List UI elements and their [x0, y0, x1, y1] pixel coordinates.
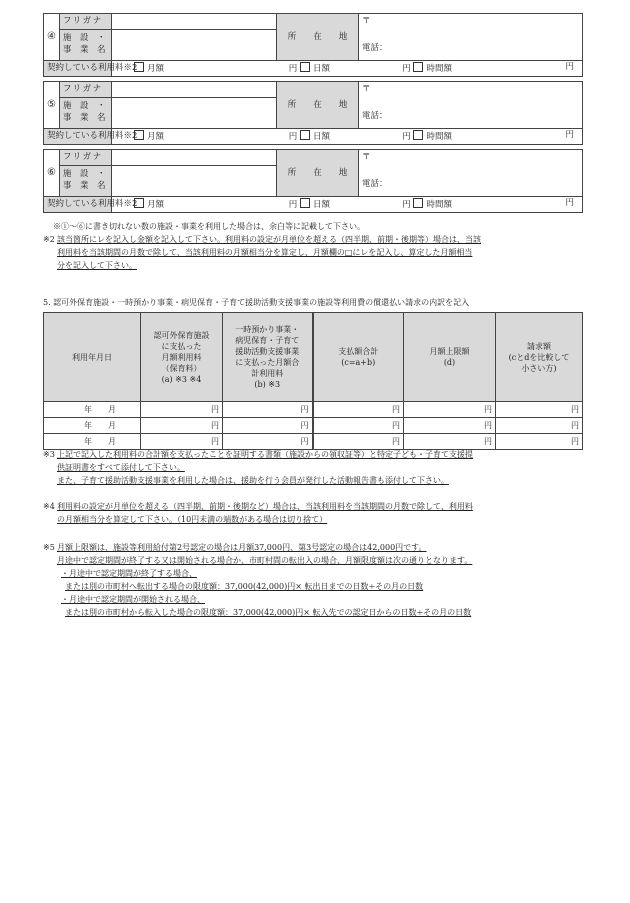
phone-label: 電話：	[362, 110, 388, 121]
monthly-amount[interactable]: 円 日額	[288, 200, 330, 211]
header-b-line: 援助活動支援事業	[235, 347, 300, 356]
postal-mark: 〒	[362, 152, 371, 162]
amount-cell[interactable]: 円	[141, 434, 223, 450]
facility-table-4	[43, 13, 583, 77]
note-5: ※5 月額上限額は、施設等利用給付第2号認定の場合は月額37,000円、第3号認定の場合は42,000円です。 月途中で認定期間が終了する又は開始される場合か、市町村間の転出入の場合、月額限度額は次の通りとなります。 ・月途中で認定期間が終了する場合、 または別の市町村へ転出する場合の限度額：37,000(42,000)円× 転出日までの日数÷その月の日数 ・月途中で認定期間が開始される場合、 または別の市町村から転入した場合の限度額：37,000(42,000)円× 転入先での認定日からの日数÷その月の日数	[43, 543, 473, 617]
amount-cell[interactable]: 円	[496, 434, 583, 450]
hourly-checkbox[interactable]	[413, 130, 423, 140]
amount-cell[interactable]: 円	[404, 434, 496, 450]
note-3: ※3 上記で記入した利用料の合計額を支払ったことを証明する書類（施設からの領収証等）と特定子ども・子育て支援提 供証明書をすべて添付して下さい。 また、子育て援助活動支援事業を利用した場合は、援助を行う会員が発行した活動報告書も添付して下さい。	[43, 450, 473, 485]
address-label: 所 在 地	[277, 82, 359, 129]
postal-mark: 〒	[362, 16, 371, 26]
amount-cell[interactable]: 円	[223, 402, 313, 418]
header-d-line: 月額上限額	[429, 347, 470, 356]
furigana-field[interactable]	[112, 82, 277, 98]
fee-options	[112, 197, 583, 213]
facility-name-field[interactable]	[112, 30, 277, 61]
monthly-checkbox[interactable]	[134, 198, 144, 208]
hourly-checkbox[interactable]	[413, 62, 423, 72]
facility-name-field[interactable]	[112, 98, 277, 129]
reimbursement-table	[43, 312, 583, 450]
daily-amount[interactable]: 円 時間額	[402, 64, 452, 75]
monthly-amount[interactable]: 円 日額	[288, 132, 330, 143]
daily-checkbox[interactable]	[300, 130, 310, 140]
contract-fee-label: 契約している利用料※2	[44, 129, 112, 145]
address-label: 所 在 地	[277, 14, 359, 61]
monthly-checkbox[interactable]	[134, 62, 144, 72]
usage-month-cell[interactable]: 年 月	[44, 402, 141, 418]
note-1: ※①～⑥に書き切れない数の施設・事業を利用した場合は、余白等に記載して下さい。	[53, 222, 365, 231]
address-label: 所 在 地	[277, 150, 359, 197]
header-usage-month: 利用年月日	[44, 313, 141, 402]
facility-name-label: 施 設 ・ 事 業 名	[60, 166, 112, 197]
header-d	[404, 313, 496, 402]
note-4: ※4 利用料の設定が月単位を超える（四半期、前期・後期など）場合は、当該利用料を当該期間の月数で除して、利用料 の月額相当分を算定して下さい。（10円未満の端数がある場合は切り捨て）	[43, 502, 473, 524]
header-e-line: 小さい方)	[521, 363, 557, 373]
header-a-line: に支払った	[161, 341, 202, 351]
daily-checkbox[interactable]	[300, 198, 310, 208]
hourly-checkbox[interactable]	[413, 198, 423, 208]
header-c-line: 支払額合計	[338, 347, 379, 356]
header-a-line: （保育料）	[161, 363, 202, 373]
monthly-amount[interactable]: 円 日額	[288, 64, 330, 75]
facility-name-field[interactable]	[112, 166, 277, 197]
table-row	[44, 418, 583, 434]
note-2: ※2 該当箇所にレを記入し金額を記入して下さい。利用料の設定が月単位を超える（四半期、前期・後期等）場合は、当該 利用料を当該期間の月数で除して、当該利用料の月額相当分を算定し、月額欄の□にレを記入し、算定した月額相当 分を記入して下さい。	[43, 235, 481, 270]
address-field[interactable]	[359, 150, 583, 197]
daily-checkbox[interactable]	[300, 62, 310, 72]
table-row	[44, 402, 583, 418]
usage-month-cell[interactable]: 年 月	[44, 434, 141, 450]
amount-cell[interactable]: 円	[313, 434, 404, 450]
amount-cell[interactable]: 円	[141, 418, 223, 434]
header-b-line: (b) ※3	[254, 380, 281, 389]
header-c-line: (c=a+b)	[341, 358, 376, 367]
phone-label: 電話：	[362, 178, 388, 189]
header-a-line: 月額利用料	[161, 352, 202, 362]
daily-amount[interactable]: 円 時間額	[402, 200, 452, 211]
facility-table-6	[43, 149, 583, 213]
header-b-line: 病児保育・子育て	[235, 336, 300, 345]
amount-cell[interactable]: 円	[223, 418, 313, 434]
monthly-checkbox[interactable]	[134, 130, 144, 140]
furigana-field[interactable]	[112, 14, 277, 30]
facility-table-5	[43, 81, 583, 145]
header-b	[223, 313, 313, 402]
amount-cell[interactable]: 円	[404, 402, 496, 418]
hourly-amount[interactable]: 円	[565, 62, 574, 73]
contract-fee-label: 契約している利用料※2	[44, 197, 112, 213]
amount-cell[interactable]: 円	[404, 418, 496, 434]
facility-name-label: 施 設 ・ 事 業 名	[60, 30, 112, 61]
furigana-label: フリガナ	[60, 150, 112, 166]
hourly-amount[interactable]: 円	[565, 130, 574, 141]
header-c	[313, 313, 404, 402]
furigana-label: フリガナ	[60, 14, 112, 30]
header-b-line: 一時預かり事業・	[235, 325, 300, 334]
monthly-option[interactable]: 月額	[112, 130, 234, 143]
furigana-field[interactable]	[112, 150, 277, 166]
fee-options	[112, 129, 583, 145]
fee-options	[112, 61, 583, 77]
header-b-line: に支払った月額合	[235, 358, 300, 367]
daily-amount[interactable]: 円 時間額	[402, 132, 452, 143]
header-a-line: (a) ※3 ※4	[161, 374, 202, 384]
amount-cell[interactable]: 円	[313, 402, 404, 418]
monthly-option[interactable]: 月額	[112, 62, 234, 75]
amount-cell[interactable]: 円	[496, 418, 583, 434]
address-field[interactable]	[359, 82, 583, 129]
monthly-option[interactable]: 月額	[112, 198, 234, 211]
amount-cell[interactable]: 円	[223, 434, 313, 450]
amount-cell[interactable]: 円	[496, 402, 583, 418]
section5-title: 5. 認可外保育施設・一時預かり事業・病児保育・子育て援助活動支援事業の施設等利用費の償還払い請求の内訳を記入	[43, 298, 470, 307]
header-e-line: 請求額	[527, 341, 551, 351]
contract-fee-label: 契約している利用料※2	[44, 61, 112, 77]
header-a-line: 認可外保育施設	[153, 330, 210, 340]
header-e-line: (cとdを比較して	[508, 352, 570, 362]
facility-name-label: 施 設 ・ 事 業 名	[60, 98, 112, 129]
facility-number: ④	[44, 14, 60, 61]
amount-cell[interactable]: 円	[141, 402, 223, 418]
usage-month-cell[interactable]: 年 月	[44, 418, 141, 434]
facility-number: ⑤	[44, 82, 60, 129]
phone-label: 電話：	[362, 42, 388, 53]
amount-cell[interactable]: 円	[313, 418, 404, 434]
facility-number: ⑥	[44, 150, 60, 197]
header-b-line: 計利用料	[251, 369, 284, 378]
address-field[interactable]	[359, 14, 583, 61]
hourly-amount[interactable]: 円	[565, 198, 574, 209]
header-a	[141, 313, 223, 402]
postal-mark: 〒	[362, 84, 371, 94]
header-e	[496, 313, 583, 402]
header-d-line: (d)	[443, 358, 456, 367]
furigana-label: フリガナ	[60, 82, 112, 98]
